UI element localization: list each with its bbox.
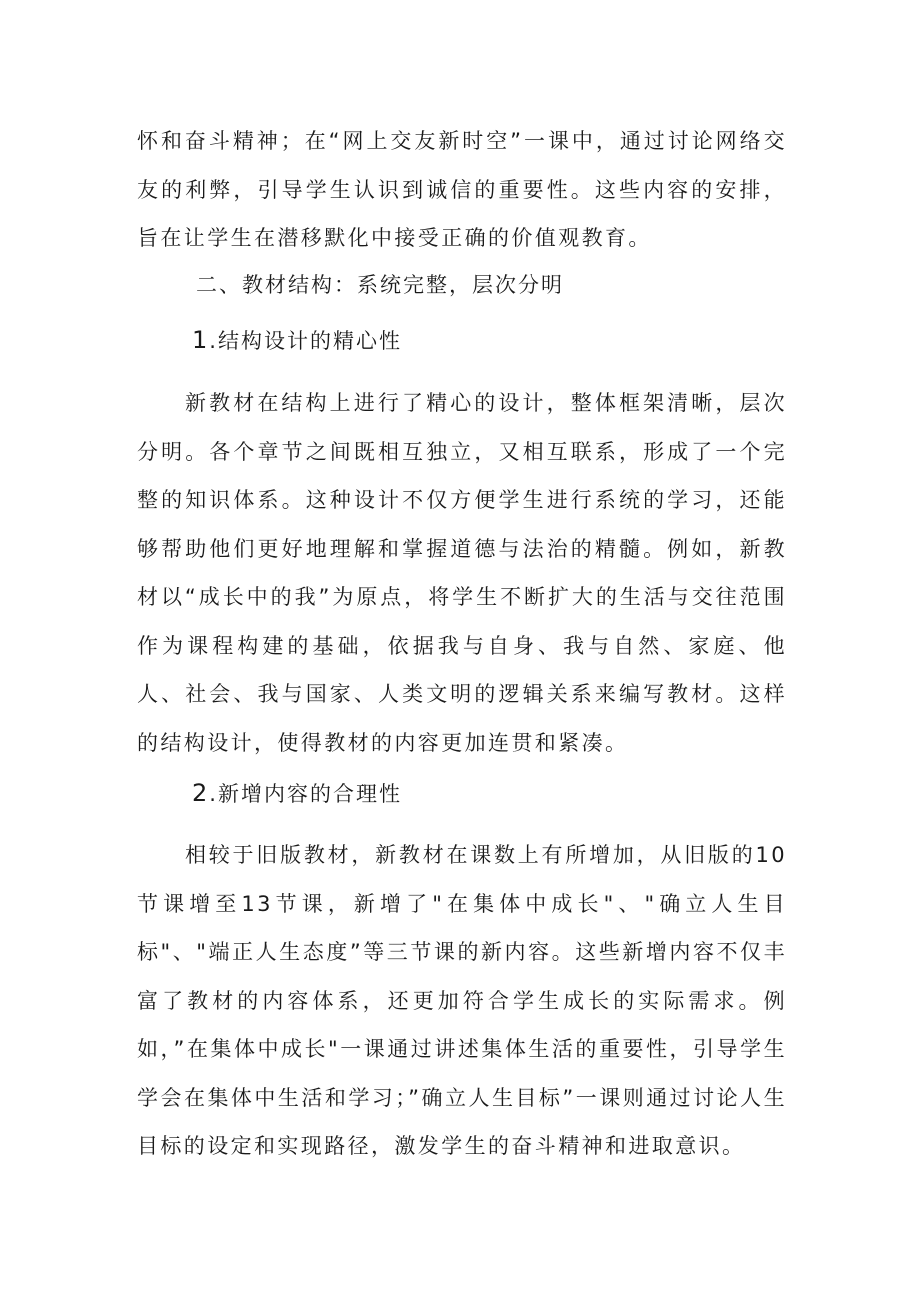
subheading-number: 1 xyxy=(192,326,208,354)
subheading-structure-design xyxy=(192,325,402,356)
paragraph-new-content: 相较于旧版教材，新教材在课数上有所增加，从旧版的10节课增至13节课，新增了"在集体中成长"、"确立人生目标"、"端正人生态度”等三节课的新内容。这些新增内容不仅丰富了教材的内容体系，还更加符合学生成长的实际需求。例如，”在集体中成长"一课通过讲述集体生活的重要性，引导学生学会在集体中生活和学习；”确立人生目标”一课则通过讨论人生目标的设定和实现路径，激发学生的奋斗精神和进取意识。 xyxy=(137,843,787,1158)
subheading-title: .结构设计的精心性 xyxy=(209,329,402,353)
section-heading-textbook-structure: 二、教材结构：系统完整，层次分明 xyxy=(196,273,564,297)
paragraph-structure-design: 新教材在结构上进行了精心的设计，整体框架清晰，层次分明。各个章节之间既相互独立，又相互联系，形成了一个完整的知识体系。这种设计不仅方便学生进行系统的学习，还能够帮助他们更好地理解和掌握道德与法治的精髓。例如，新教材以“成长中的我”为原点，将学生不断扩大的生活与交往范围作为课程构建的基础，依据我与自身、我与自然、家庭、他人、社会、我与国家、人类文明的逻辑关系来编写教材。这样的结构设计，使得教材的内容更加连贯和紧凑。 xyxy=(137,391,787,755)
paragraph-values-education: 怀和奋斗精神；在“网上交友新时空”一课中，通过讨论网络交友的利弊，引导学生认识到诚信的重要性。这些内容的安排，旨在让学生在潜移默化中接受正确的价值观教育。 xyxy=(137,129,787,250)
subheading-number: 2 xyxy=(192,779,208,807)
subheading-new-content xyxy=(192,778,402,809)
subheading-title: .新增内容的合理性 xyxy=(209,782,402,806)
